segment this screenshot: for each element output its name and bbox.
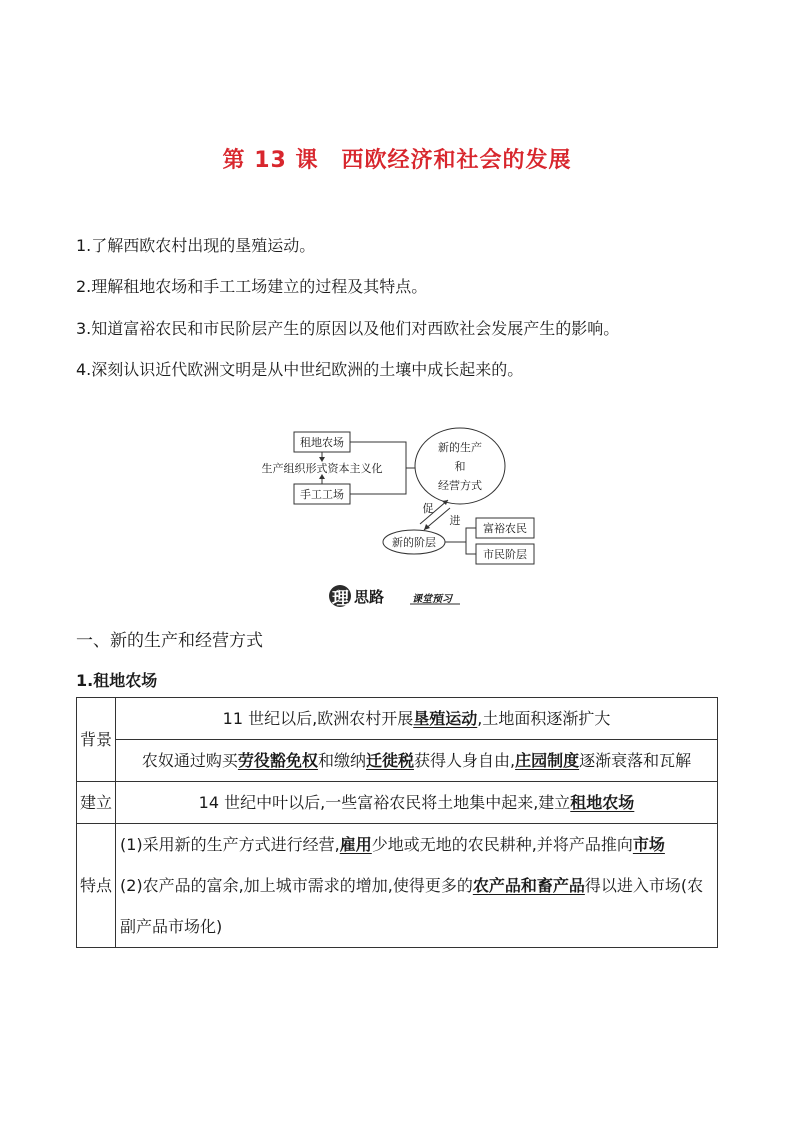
concept-diagram [250, 424, 550, 574]
label-citizens: 市民阶层 [483, 548, 527, 561]
feature-1: (1)采用新的生产方式进行经营,雇用少地或无地的农民耕种,并将产品推向市场 [120, 835, 665, 854]
objective-4: 4.深刻认识近代欧洲文明是从中世纪欧洲的土壤中成长起来的。 [76, 360, 524, 379]
subsection-heading: 1.租地农场 [76, 671, 158, 690]
label-farm: 租地农场 [300, 436, 344, 449]
page-title: 第 13 课 西欧经济和社会的发展 [222, 148, 572, 173]
feature-2: (2)农产品的富余,加上城市需求的增加,使得更多的农产品和畜产品得以进入市场(农副产品市场化) [120, 876, 704, 936]
table-row [77, 824, 718, 948]
section-logo [326, 582, 466, 610]
table-row [77, 740, 718, 782]
label-establish: 建立 [77, 782, 116, 824]
label-workshop: 手工工场 [300, 488, 344, 501]
logo-tag: 课堂预习 [412, 594, 452, 605]
label-promote-2: 进 [449, 514, 461, 527]
label-new-production-2: 和 [454, 460, 466, 473]
label-new-production-1: 新的生产 [438, 441, 482, 454]
section-heading: 一、新的生产和经营方式 [76, 631, 263, 651]
label-background: 背景 [77, 698, 116, 782]
cell-establish: 14 世纪中叶以后,一些富裕农民将土地集中起来,建立租地农场 [116, 782, 718, 824]
cell-background-2: 农奴通过购买劳役豁免权和缴纳迁徙税获得人身自由,庄园制度逐渐衰落和瓦解 [116, 740, 718, 782]
objective-2: 2.理解租地农场和手工工场建立的过程及其特点。 [76, 277, 428, 296]
label-new-class: 新的阶层 [392, 536, 436, 549]
label-capitalization: 生产组织形式资本主义化 [261, 462, 383, 475]
table-row [77, 782, 718, 824]
label-features: 特点 [77, 824, 116, 948]
label-new-production-3: 经营方式 [438, 479, 482, 492]
rent-farm-table [76, 697, 718, 948]
objective-1: 1.了解西欧农村出现的垦殖运动。 [76, 236, 316, 255]
logo-char: 理 [332, 589, 349, 609]
table-row [77, 698, 718, 740]
cell-features [116, 824, 718, 948]
logo-text: 思路 [354, 588, 385, 606]
cell-background-1: 11 世纪以后,欧洲农村开展垦殖运动,土地面积逐渐扩大 [116, 698, 718, 740]
label-rich-farmers: 富裕农民 [483, 522, 527, 535]
label-promote-1: 促 [422, 502, 434, 515]
objective-3: 3.知道富裕农民和市民阶层产生的原因以及他们对西欧社会发展产生的影响。 [76, 319, 620, 338]
